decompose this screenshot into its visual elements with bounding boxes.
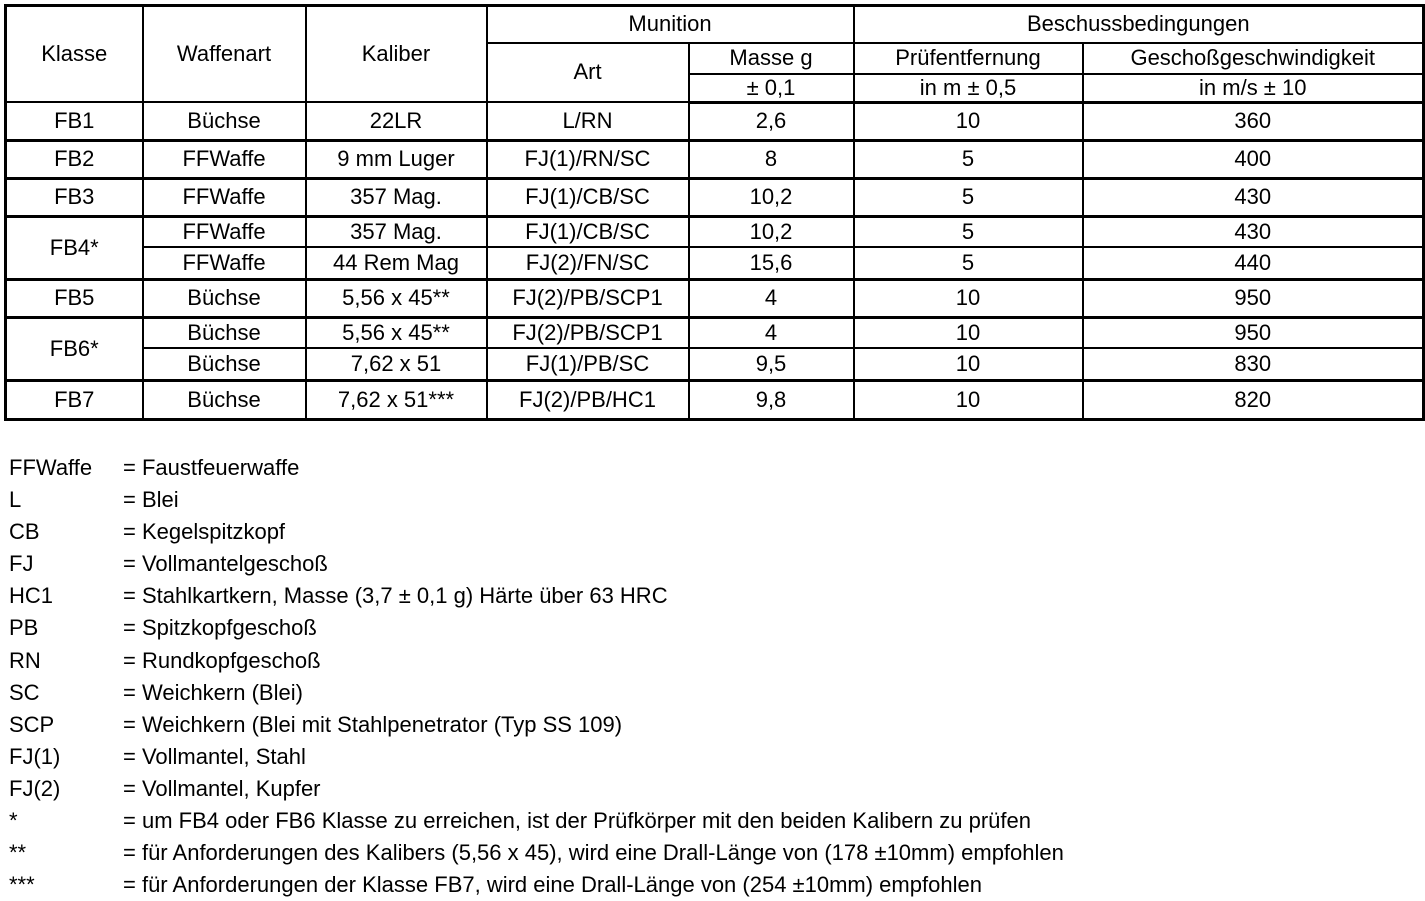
legend-description: = Spitzkopfgeschoß <box>123 615 317 641</box>
cell-geschwindigkeit: 360 <box>1083 102 1424 140</box>
legend-abbreviation: FJ <box>9 551 34 577</box>
legend-description: = Stahlkartkern, Masse (3,7 ± 0,1 g) Härte über 63 HRC <box>123 583 668 609</box>
legend-abbreviation: SC <box>9 679 40 705</box>
cell-geschwindigkeit: 430 <box>1083 178 1424 216</box>
legend-description: = Weichkern (Blei) <box>123 679 303 705</box>
legend-description: = Blei <box>123 487 179 513</box>
cell-art: L/RN <box>487 102 689 140</box>
cell-waffenart: Büchse <box>143 348 306 380</box>
legend-description: = Weichkern (Blei mit Stahlpenetrator (Typ SS 109) <box>123 711 623 737</box>
legend-item <box>9 580 1064 612</box>
legend-item <box>9 709 1064 741</box>
cell-geschwindigkeit: 400 <box>1083 140 1424 178</box>
cell-art: FJ(2)/PB/SCP1 <box>487 317 689 348</box>
cell-kaliber: 5,56 x 45** <box>306 279 487 317</box>
legend-abbreviation: HC1 <box>9 583 54 609</box>
legend-item <box>9 677 1064 709</box>
cell-masse: 9,8 <box>689 380 854 419</box>
header-geschwindigkeit: Geschoßgeschwindigkeit <box>1083 43 1424 74</box>
cell-geschwindigkeit: 430 <box>1083 216 1424 247</box>
legend-abbreviation: SCP <box>9 711 55 737</box>
table-row <box>6 279 1424 317</box>
cell-art: FJ(1)/RN/SC <box>487 140 689 178</box>
table-row <box>6 247 1424 279</box>
cell-waffenart: FFWaffe <box>143 178 306 216</box>
cell-geschwindigkeit: 820 <box>1083 380 1424 419</box>
cell-kaliber: 5,56 x 45** <box>306 317 487 348</box>
table-row <box>6 380 1424 419</box>
cell-waffenart: FFWaffe <box>143 216 306 247</box>
legend-abbreviation: CB <box>9 519 40 545</box>
cell-waffenart: Büchse <box>143 102 306 140</box>
cell-geschwindigkeit: 440 <box>1083 247 1424 279</box>
legend-item <box>9 548 1064 580</box>
cell-entfernung: 5 <box>854 247 1083 279</box>
table-row <box>6 216 1424 247</box>
legend-abbreviation: L <box>9 487 22 513</box>
legend-description: = um FB4 oder FB6 Klasse zu erreichen, ist der Prüfkörper mit den beiden Kalibern zu prüfen <box>123 808 1031 834</box>
table-row <box>6 178 1424 216</box>
cell-waffenart: Büchse <box>143 279 306 317</box>
header-art: Art <box>487 43 689 103</box>
cell-kaliber: 9 mm Luger <box>306 140 487 178</box>
cell-geschwindigkeit: 950 <box>1083 279 1424 317</box>
specification-table-container <box>4 4 1425 421</box>
table-row <box>6 317 1424 348</box>
cell-waffenart: FFWaffe <box>143 247 306 279</box>
cell-klasse: FB3 <box>6 178 143 216</box>
cell-waffenart: Büchse <box>143 317 306 348</box>
cell-entfernung: 10 <box>854 380 1083 419</box>
cell-entfernung: 5 <box>854 178 1083 216</box>
legend-item <box>9 612 1064 644</box>
ballistic-class-table <box>4 4 1425 421</box>
legend-item <box>9 837 1064 869</box>
legend-description: = Vollmantel, Stahl <box>123 743 306 769</box>
cell-klasse: FB2 <box>6 140 143 178</box>
cell-kaliber: 357 Mag. <box>306 216 487 247</box>
cell-kaliber: 44 Rem Mag <box>306 247 487 279</box>
legend-abbreviation: ** <box>9 840 27 866</box>
legend-abbreviation: FFWaffe <box>9 455 93 480</box>
cell-waffenart: Büchse <box>143 380 306 419</box>
cell-kaliber: 7,62 x 51 <box>306 348 487 380</box>
cell-masse: 9,5 <box>689 348 854 380</box>
legend-description: = Vollmantel, Kupfer <box>123 775 321 801</box>
cell-masse: 4 <box>689 317 854 348</box>
cell-entfernung: 10 <box>854 102 1083 140</box>
cell-entfernung: 10 <box>854 348 1083 380</box>
cell-klasse: FB4* <box>6 216 143 279</box>
cell-waffenart: FFWaffe <box>143 140 306 178</box>
legend-item <box>9 516 1064 548</box>
table-row <box>6 348 1424 380</box>
cell-art: FJ(2)/PB/SCP1 <box>487 279 689 317</box>
header-kaliber: Kaliber <box>306 6 487 103</box>
cell-masse: 15,6 <box>689 247 854 279</box>
legend-description: = Kegelspitzkopf <box>123 519 286 545</box>
cell-masse: 10,2 <box>689 178 854 216</box>
legend-item <box>9 773 1064 805</box>
legend-description: = für Anforderungen der Klasse FB7, wird eine Drall-Länge von (254 ±10mm) empfohlen <box>123 872 982 898</box>
legend-item <box>9 645 1064 677</box>
cell-art: FJ(1)/CB/SC <box>487 216 689 247</box>
cell-kaliber: 357 Mag. <box>306 178 487 216</box>
cell-entfernung: 10 <box>854 279 1083 317</box>
cell-entfernung: 5 <box>854 216 1083 247</box>
legend-description: = Vollmantelgeschoß <box>123 551 328 577</box>
header-waffenart: Waffenart <box>143 6 306 103</box>
header-munition: Munition <box>487 6 854 43</box>
cell-art: FJ(2)/PB/HC1 <box>487 380 689 419</box>
legend-abbreviation: RN <box>9 647 41 673</box>
header-pruefentfernung-unit: in m ± 0,5 <box>854 74 1083 103</box>
cell-entfernung: 5 <box>854 140 1083 178</box>
legend-description: = für Anforderungen des Kalibers (5,56 x 45), wird eine Drall-Länge von (178 ±10mm) empfohlen <box>123 840 1064 866</box>
legend-description: = Rundkopfgeschoß <box>123 647 321 673</box>
cell-masse: 4 <box>689 279 854 317</box>
legend-description: = Faustfeuerwaffe <box>123 455 300 480</box>
legend-abbreviation: *** <box>9 872 35 898</box>
cell-klasse: FB6* <box>6 317 143 380</box>
cell-masse: 10,2 <box>689 216 854 247</box>
legend-item <box>9 869 1064 901</box>
table-row <box>6 102 1424 140</box>
cell-geschwindigkeit: 830 <box>1083 348 1424 380</box>
table-row <box>6 140 1424 178</box>
header-beschussbedingungen: Beschussbedingungen <box>854 6 1424 43</box>
legend-item <box>9 484 1064 516</box>
header-pruefentfernung: Prüfentfernung <box>854 43 1083 74</box>
cell-masse: 8 <box>689 140 854 178</box>
abbreviation-legend <box>9 452 1064 901</box>
header-klasse: Klasse <box>6 6 143 103</box>
cell-kaliber: 22LR <box>306 102 487 140</box>
legend-abbreviation: FJ(1) <box>9 743 61 769</box>
cell-geschwindigkeit: 950 <box>1083 317 1424 348</box>
cell-art: FJ(2)/FN/SC <box>487 247 689 279</box>
cell-kaliber: 7,62 x 51*** <box>306 380 487 419</box>
legend-abbreviation: PB <box>9 615 39 641</box>
cell-art: FJ(1)/CB/SC <box>487 178 689 216</box>
cell-klasse: FB5 <box>6 279 143 317</box>
header-masse: Masse g <box>689 43 854 74</box>
legend-item <box>9 805 1064 837</box>
cell-klasse: FB1 <box>6 102 143 140</box>
cell-art: FJ(1)/PB/SC <box>487 348 689 380</box>
cell-klasse: FB7 <box>6 380 143 419</box>
header-masse-tolerance: ± 0,1 <box>689 74 854 103</box>
legend-item <box>9 741 1064 773</box>
header-geschwindigkeit-unit: in m/s ± 10 <box>1083 74 1424 103</box>
legend-abbreviation: FJ(2) <box>9 775 61 801</box>
legend-abbreviation: * <box>9 808 18 834</box>
legend-item <box>9 452 1064 484</box>
cell-entfernung: 10 <box>854 317 1083 348</box>
cell-masse: 2,6 <box>689 102 854 140</box>
